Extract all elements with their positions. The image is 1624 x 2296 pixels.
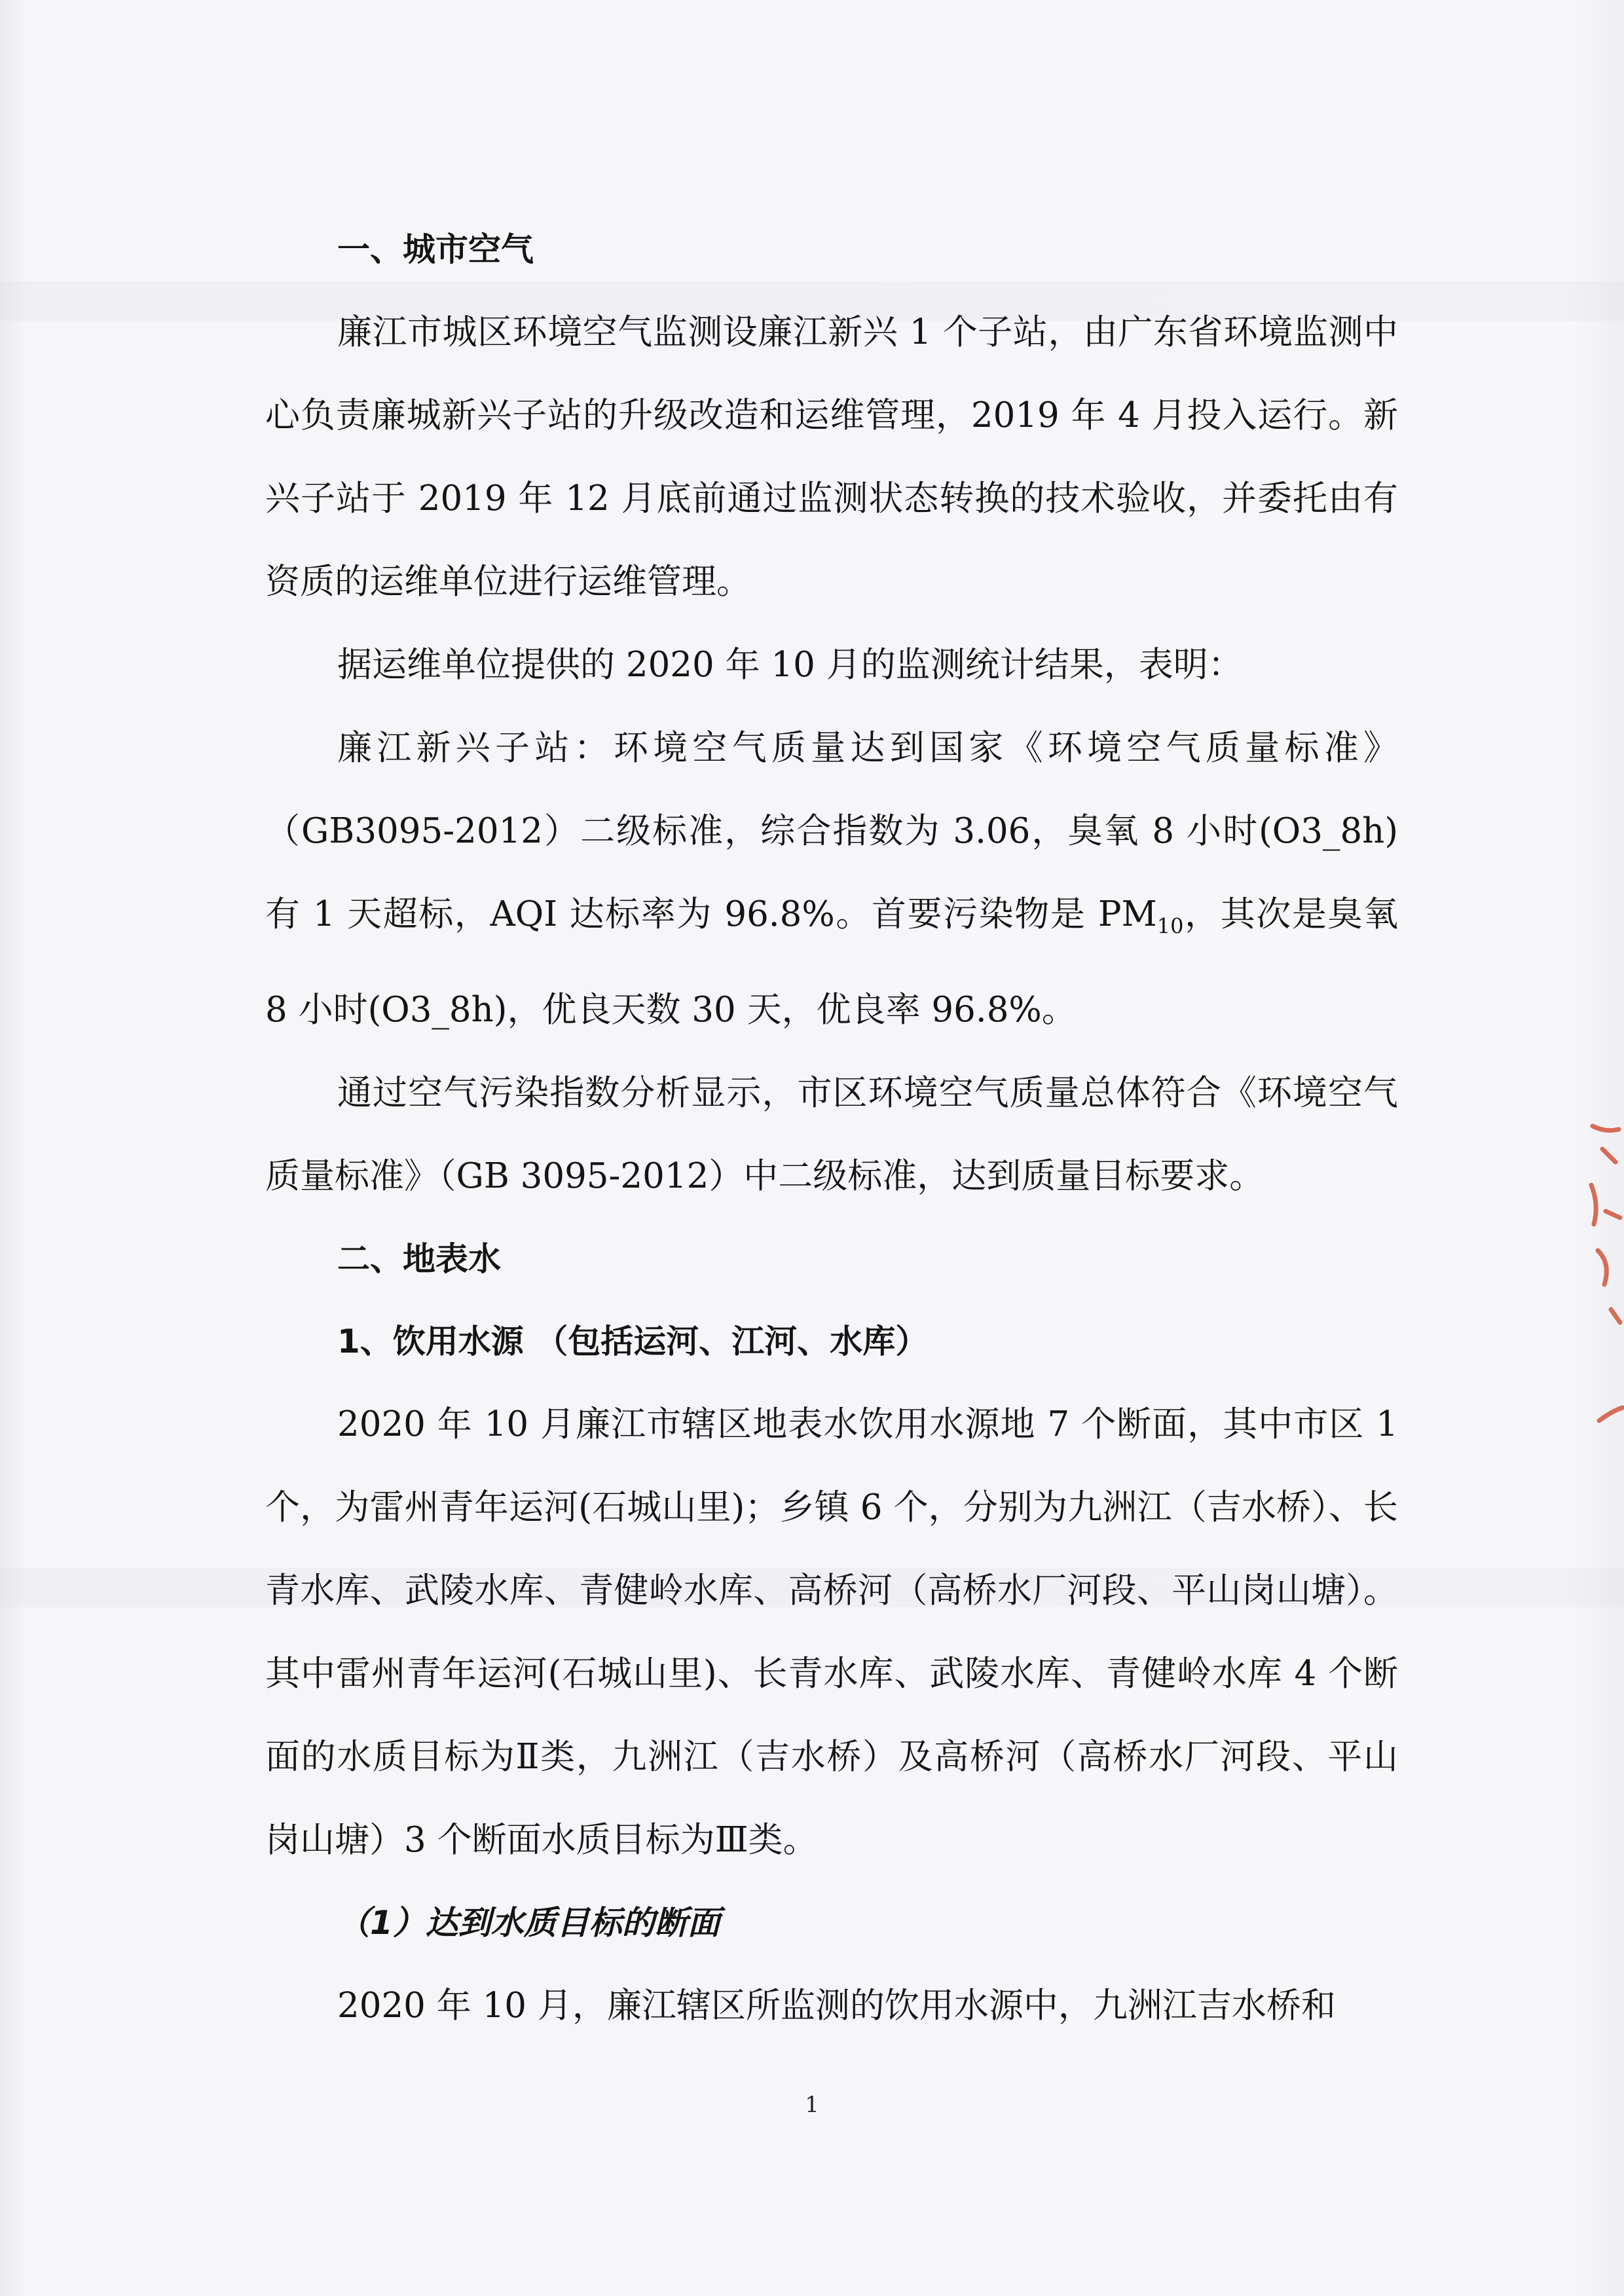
results-text-part1: 廉江新兴子站：环境空气质量达到国家《环境空气质量标准》（GB3095-2012）二级标准，综合指数为 3.06，臭氧 8 小时(O3_8h)有 1 天超标，AQI 达标率为 96.8%。首要污染物是 PM — [265, 728, 1398, 934]
section-heading-air: 一、城市空气 — [337, 230, 534, 268]
section-heading-surface-water: 二、地表水 — [337, 1239, 501, 1278]
red-seal-fragment — [1579, 1113, 1624, 1453]
page-number: 1 — [805, 2092, 819, 2118]
paragraph-monitoring-source: 据运维单位提供的 2020 年 10 月的监测统计结果，表明： — [337, 645, 1243, 685]
subsection-heading-target-met: （1）达到水质目标的断面 — [337, 1903, 720, 1942]
subsection-heading-drinking-water: 1、饮用水源 （包括运河、江河、水库） — [337, 1322, 929, 1360]
document-body — [265, 208, 1398, 2047]
pm-subscript: 10 — [1156, 913, 1184, 939]
paragraph-air-conclusion: 通过空气污染指数分析显示，市区环境空气质量总体符合《环境空气质量标准》（GB 3095-2012）中二级标准，达到质量目标要求。 — [265, 1072, 1398, 1196]
paragraph-water-results: 2020 年 10 月，廉江辖区所监测的饮用水源中，九洲江吉水桥和 — [337, 1985, 1336, 2026]
paragraph-water-sections: 2020 年 10 月廉江市辖区地表水饮用水源地 7 个断面，其中市区 1 个，为雷州青年运河(石城山里)；乡镇 6 个，分别为九洲江（吉水桥）、长青水库、武陵水库、青健岭水库、高桥河（高桥水厂河段、平山岗山塘）。其中雷州青年运河(石城山里)、长青水库、武陵水库、青健岭水库 4 个断面的水质目标为Ⅱ类，九洲江（吉水桥）及高桥河（高桥水厂河段、平山岗山塘）3 个断面水质目标为Ⅲ类。 — [265, 1404, 1398, 1860]
results-text-part2: ，其次是臭氧 8 小时(O3_8h)，优良天数 30 天，优良率 96.8%。 — [265, 894, 1399, 1030]
paragraph-station-intro: 廉江市城区环境空气监测设廉江新兴 1 个子站，由广东省环境监测中心负责廉城新兴子站的升级改造和运维管理，2019 年 4 月投入运行。新兴子站于 2019 年 12 月底前通过监测状态转换的技术验收，并委托由有资质的运维单位进行运维管理。 — [265, 312, 1398, 602]
paragraph-station-results — [265, 706, 1398, 1051]
